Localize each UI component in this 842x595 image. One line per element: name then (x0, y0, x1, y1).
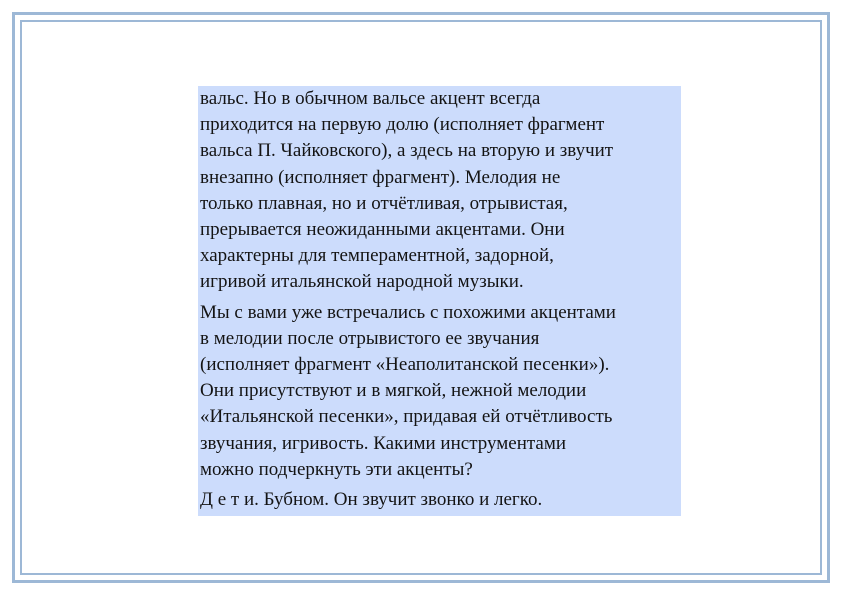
paragraph-italian-song: Мы с вами уже встречались с похожими акцентами в мелодии после отрывистого ее звучания (исполняет фрагмент «Неаполитанской песенки»). Они присутствуют и в мягкой, нежной мелодии «Итальянской песенки», придавая ей отчётливость звучания, игривость. Какими инструментами можно подчеркнуть эти акценты? (200, 301, 616, 480)
paragraph-children-answer: Д е т и. Бубном. Он звучит звонко и легко. (200, 489, 543, 511)
paragraph-waltz-accent: вальс. Но в обычном вальсе акцент всегда приходится на первую долю (исполняет фрагмент вальса П. Чайковского), а здесь на вторую и звучит внезапно (исполняет фрагмент). Мелодия не только плавная, но и отчётливая, отрывистая, прерывается неожиданными акцентами. Они характерны для темпераментной, задорной, игривой итальянской народной музыки. (200, 88, 614, 293)
text-block (198, 86, 681, 516)
